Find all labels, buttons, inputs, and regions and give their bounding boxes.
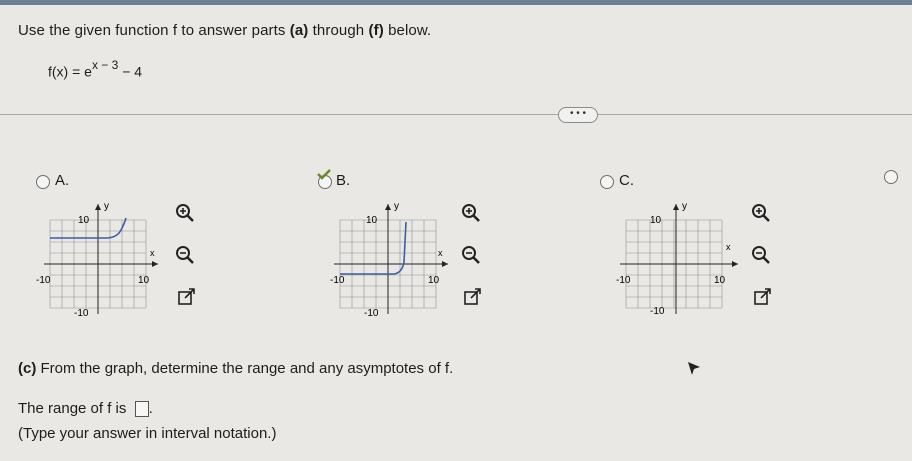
external-link-icon[interactable] (462, 286, 484, 308)
option-a-x-axis-label: x (150, 248, 155, 258)
option-b-x-tick-left: -10 (330, 275, 345, 286)
range-answer-input[interactable] (135, 401, 149, 417)
option-c-radio[interactable] (600, 175, 614, 189)
external-link-icon[interactable] (752, 286, 774, 308)
option-a-y-axis-label: y (104, 201, 109, 212)
question-prompt: Use the given function f to answer parts (a) through (f) below. (18, 22, 432, 39)
checkmark-icon (316, 168, 332, 180)
option-a-x-tick-left: -10 (36, 275, 51, 286)
option-c-x-tick-right: 10 (714, 275, 726, 286)
option-c-label: C. (619, 172, 634, 189)
option-b-y-axis-label: y (394, 201, 399, 212)
option-c-y-tick-top: 10 (650, 215, 662, 226)
zoom-out-icon[interactable] (460, 244, 482, 266)
option-b-x-tick-right: 10 (428, 275, 440, 286)
option-b-graph (330, 198, 460, 318)
external-link-icon[interactable] (176, 286, 198, 308)
top-bar (0, 0, 912, 5)
option-a-x-tick-right: 10 (138, 275, 150, 286)
option-a-label: A. (55, 172, 70, 189)
answer-format-hint: (Type your answer in interval notation.) (18, 425, 277, 442)
option-c-graph (616, 198, 746, 318)
zoom-out-icon[interactable] (750, 244, 772, 266)
zoom-in-icon[interactable] (174, 202, 196, 224)
zoom-in-icon[interactable] (460, 202, 482, 224)
mouse-cursor-icon (687, 361, 701, 377)
option-a-graph (36, 198, 166, 318)
function-formula: $f(x) = e^{x - 3} - 4$ (48, 58, 143, 80)
option-c-x-axis-label: x (726, 242, 731, 252)
option-b-x-axis-label: x (438, 248, 443, 258)
option-c-y-axis-label: y (682, 201, 687, 212)
zoom-in-icon[interactable] (750, 202, 772, 224)
expand-more-button[interactable]: • • • (558, 107, 598, 123)
range-answer-line: The range of f is . (18, 400, 153, 417)
zoom-out-icon[interactable] (174, 244, 196, 266)
option-a-y-tick-top: 10 (78, 215, 90, 226)
section-divider (0, 114, 912, 115)
option-c-y-tick-bottom: -10 (650, 306, 665, 317)
option-c-x-tick-left: -10 (616, 275, 631, 286)
option-d-radio[interactable] (884, 170, 898, 184)
part-c-question: (c) From the graph, determine the range and any asymptotes of f. (18, 360, 454, 377)
option-b-y-tick-top: 10 (366, 215, 378, 226)
option-a-y-tick-bottom: -10 (74, 308, 89, 318)
option-b-y-tick-bottom: -10 (364, 308, 379, 318)
option-b-label: B. (336, 172, 351, 189)
option-a-radio[interactable] (36, 175, 50, 189)
